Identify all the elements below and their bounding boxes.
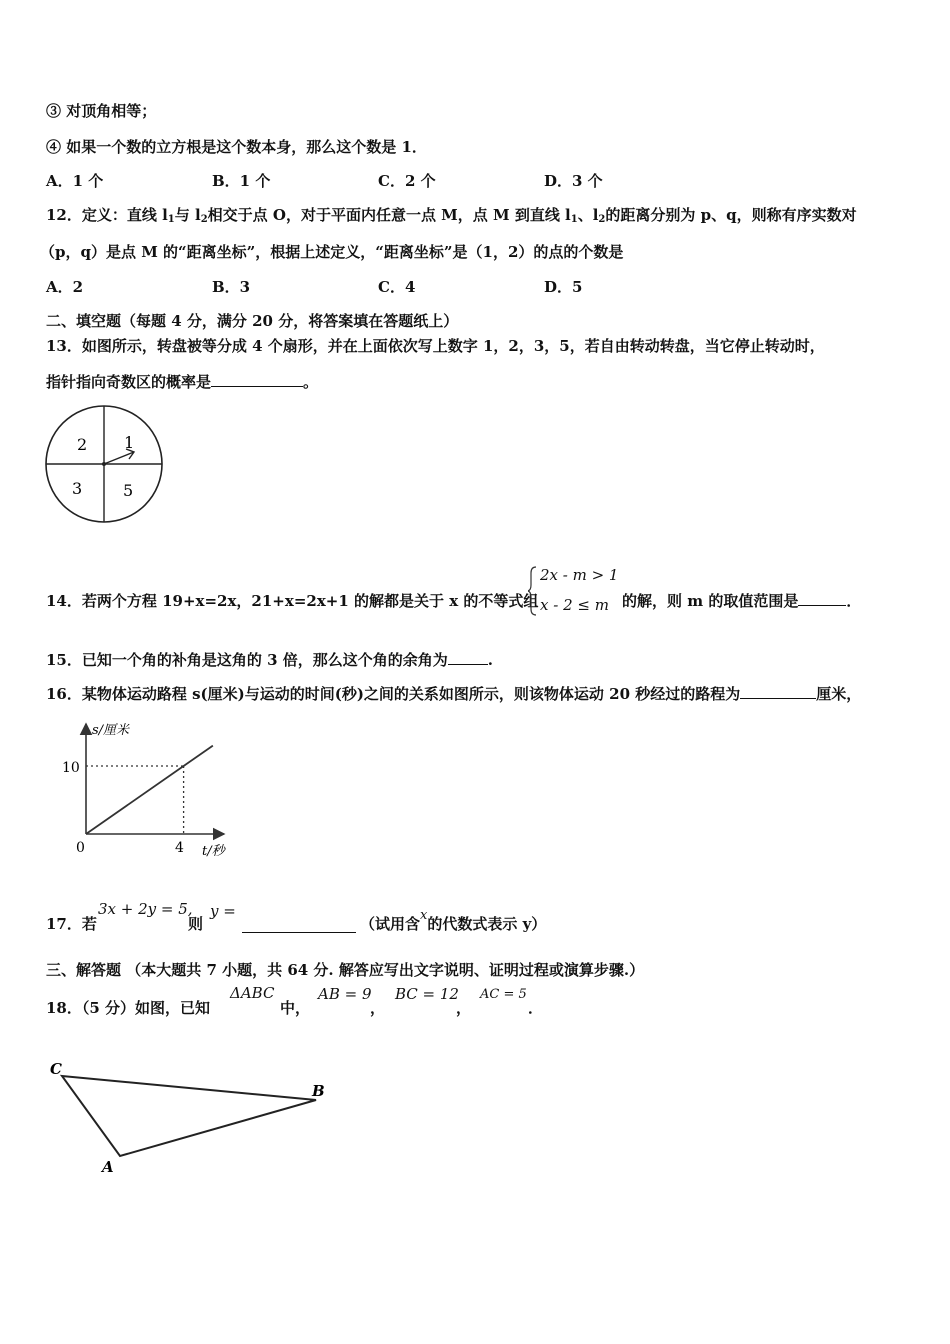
q11-option-c: C．2 个 bbox=[378, 172, 436, 190]
q18-ab: AB = 9 bbox=[318, 985, 372, 1003]
q14-inequality-2: x - 2 ≤ m bbox=[540, 596, 609, 614]
graph-y-tick-10: 10 bbox=[62, 760, 80, 776]
graph-x-label: t/秒 bbox=[202, 844, 225, 859]
spinner-center bbox=[102, 462, 106, 466]
q17-then: 则 bbox=[188, 915, 204, 933]
triangle-abc bbox=[62, 1076, 316, 1156]
q12-option-a: A．2 bbox=[46, 278, 84, 296]
vertex-label-b: B bbox=[312, 1082, 325, 1100]
q12-line1: 12．定义：直线 $l_1$与 $l_2$相交于点 O，对于平面内任意一点 M，点 M 到直线 $l_1$、$l_2$的距离分别为 p、q，则称有序实数对 bbox=[46, 206, 857, 225]
q18-prefix: 18．（5 分）如图，已知 bbox=[46, 999, 211, 1017]
q11-option-b: B．1 个 bbox=[212, 172, 271, 190]
section-2-heading: 二、填空题（每题 4 分，满分 20 分，将答案填在答题纸上） bbox=[46, 312, 459, 330]
q11-option-d: D．3 个 bbox=[544, 172, 603, 190]
spinner-number-2: 2 bbox=[77, 435, 88, 454]
graph-y-label: s/厘米 bbox=[92, 723, 130, 738]
q15-answer-blank[interactable] bbox=[448, 650, 488, 665]
q14-text-a: 14．若两个方程 19+x=2x，21+x=2x+1 的解都是关于 x 的不等式组 bbox=[46, 592, 539, 610]
q18-comma-1: ， bbox=[370, 999, 386, 1017]
q15-line: 15．已知一个角的补角是这角的 3 倍，那么这个角的余角为 . bbox=[46, 651, 493, 669]
section-3-heading: 三、解答题 （本大题共 7 小题，共 64 分. 解答应写出文字说明、证明过程或演算步骤.） bbox=[46, 961, 645, 979]
q12-option-d: D．5 bbox=[544, 278, 583, 296]
q17-answer-blank[interactable] bbox=[242, 918, 356, 933]
vertex-label-c: C bbox=[50, 1060, 62, 1078]
graph-series-line bbox=[86, 746, 213, 834]
q17-suffix: （试用含x的代数式表示 y） bbox=[360, 908, 547, 933]
q13-answer-blank[interactable] bbox=[211, 372, 303, 387]
q12-line2: （p，q）是点 M 的“距离坐标”，根据上述定义，“距离坐标”是（1，2）的点的个数是 bbox=[40, 243, 624, 261]
q17-prefix: 17．若 bbox=[46, 915, 97, 933]
q14-inequality-1: 2x - m > 1 bbox=[540, 566, 619, 584]
q16-answer-blank[interactable] bbox=[740, 684, 816, 699]
q18-ac: AC = 5 bbox=[480, 987, 527, 1002]
q12-option-b: B．3 bbox=[212, 278, 251, 296]
graph-x-tick-0: 0 bbox=[76, 840, 85, 856]
q12-option-c: C．4 bbox=[378, 278, 416, 296]
spinner-number-1: 1 bbox=[124, 433, 135, 452]
spinner-figure bbox=[40, 402, 170, 530]
q18-comma-2: ， bbox=[456, 999, 472, 1017]
statement-4: ④ 如果一个数的立方根是这个数本身，那么这个数是 1． bbox=[46, 138, 427, 156]
q18-bc: BC = 12 bbox=[395, 985, 459, 1003]
statement-3: ③ 对顶角相等； bbox=[46, 102, 157, 120]
q16-line: 16．某物体运动路程 s(厘米)与运动的时间(秒)之间的关系如图所示，则该物体运动 20 秒经过的路程为 厘米， bbox=[46, 685, 862, 703]
q17-y-equals: y = bbox=[210, 902, 236, 920]
q11-option-a: A．1 个 bbox=[46, 172, 104, 190]
q14-answer-blank[interactable] bbox=[798, 591, 846, 606]
q18-mid: 中， bbox=[280, 999, 311, 1017]
q13-line2: 指针指向奇数区的概率是 。 bbox=[46, 373, 319, 391]
q14-text-b: 的解，则 m 的取值范围是 ． bbox=[622, 592, 862, 610]
spinner-number-5: 5 bbox=[123, 481, 134, 500]
triangle-figure bbox=[44, 1056, 344, 1180]
q18-end: ． bbox=[528, 999, 544, 1017]
distance-time-graph bbox=[58, 716, 248, 864]
vertex-label-a: A bbox=[102, 1158, 114, 1176]
q17-var-x: x bbox=[420, 908, 428, 923]
q17-formula: 3x + 2y = 5, bbox=[98, 900, 193, 918]
q13-line1: 13．如图所示，转盘被等分成 4 个扇形，并在上面依次写上数字 1，2，3，5，若自由转动转盘，当它停止转动时， bbox=[46, 337, 825, 355]
graph-x-tick-4: 4 bbox=[175, 840, 184, 856]
spinner-number-3: 3 bbox=[72, 479, 83, 498]
q18-triangle: ΔABC bbox=[230, 984, 275, 1002]
